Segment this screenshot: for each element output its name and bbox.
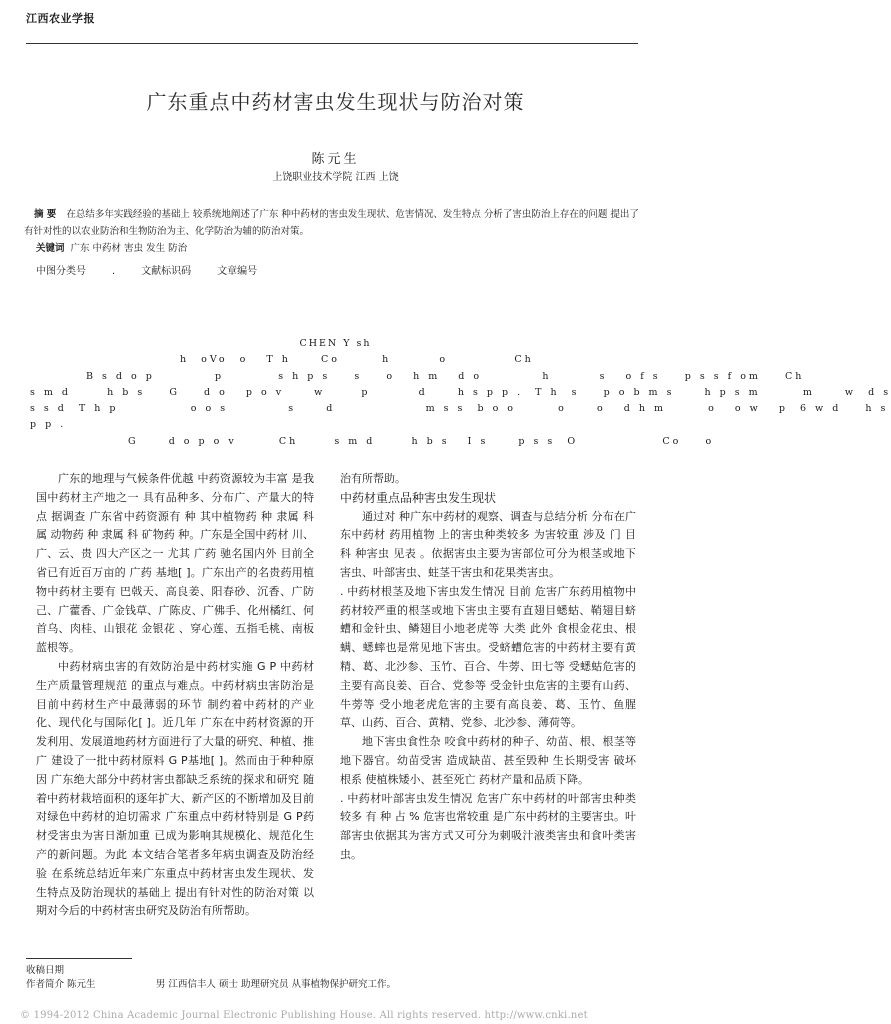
copyright-watermark: © 1994-2012 China Academic Journal Electronic Publishing House. All rights reserved. http://www.cnki.net [20,1010,588,1021]
journal-name: 江西农业学报 [26,12,95,25]
doc-code-label: 文献标识码 [141,266,192,277]
keywords-label: 关键词 [36,243,65,254]
english-author: CHEN Y sh [299,338,372,349]
english-keywords: G d o p o v Ch s m d h b s I s p s s O Co o [128,436,715,447]
keywords [36,240,187,254]
english-abstract-line-4: p p . [30,419,67,430]
english-abstract-line-1: B s d o p p s h p s s o h m d o h s o f s p s s f om Ch [86,371,805,382]
english-affiliation: h oVo o T h Co h o Ch [180,354,534,365]
english-abstract-line-2: s m d h b s G d o p o v w p d h s p p . T h s p o b m s h p s m m w d s [30,387,891,398]
author-name: 陈元生 [311,152,360,167]
right-column [340,470,636,865]
left-column [36,470,314,921]
abstract-label: 摘 要 [34,209,57,220]
received-date: 收稿日期 [26,965,65,976]
paragraph-continued: 治有所帮助。 [340,472,406,485]
footnote [26,964,396,992]
paragraph-intro: 广东的地理与气候条件优越 中药资源较为丰富 是我国中药材主产地之一 具有品种多、分布广、产量大的特点 据调查 广东省中药资源有 种 其中植物药 种 隶属 科 属 动物药 种 隶属 科 矿物药 种。广东是全国中药材 川、广、云、贵 四大产区之一 尤其 广药 驰名国内外 目前全省已有近百万亩的 广药 基地[ ]。广东出产的名贵药用植物中药材主要有 巴戟天、高良姜、阳春砂、沉香、广防己、广藿香、广金钱草、广陈皮、广佛手、化州橘红、何首乌、肉桂、山银花 金银花 、穿心莲、五指毛桃、南板蓝根等。 [36,472,314,655]
author-affiliation: 上饶职业技术学院 江西 上饶 [272,172,399,183]
abstract-text: 在总结多年实践经验的基础上 较系统地阐述了广东 种中药材的害虫发生现状、危害情况、发生特点 分析了害虫防治上存在的问题 提出了有针对性的以农业防治和生物防治为主、化学防治为辅的防治对策。 [24,209,639,237]
clc-label: 中图分类号 [36,266,86,277]
classification-line [36,262,283,277]
paragraph-leaf-pests: . 中药材叶部害虫发生情况 危害广东中药材的叶部害虫种类较多 有 种 占 % 危害也常较重 是广东中药材的主要害虫。叶部害虫依据其为害方式又可分为刺吸汁液类害虫和食叶类害虫。 [340,791,636,861]
paragraph-root-damage: 地下害虫食性杂 咬食中药材的种子、幼苗、根、根茎等地下器官。幼苗受害 造成缺苗、甚至毁种 生长期受害 破坏根系 使植株矮小、甚至死亡 药材产量和品质下降。 [340,735,636,786]
paragraph-overview: 通过对 种广东中药材的观察、调查与总结分析 分布在广东中药材 药用植物 上的害虫种类较多 为害较重 涉及 门 目 科 种害虫 见表 。依据害虫主要为害部位可分为根茎或地下害虫、叶部害虫、蛀茎干害虫和花果类害虫。 [340,509,636,579]
clc-dot: . [112,266,116,277]
english-abstract-line-3: s s d T h p o o s s d m s s b o o o o d h m o o w p 6 w d h s [30,403,889,414]
article-title: 广东重点中药材害虫发生现状与防治对策 [146,90,525,114]
section-heading: 中药材重点品种害虫发生现状 [340,490,497,505]
keywords-text: 广东 中药材 害虫 发生 防治 [70,243,188,254]
footnote-rule [26,958,132,959]
paragraph-root-pests: . 中药材根茎及地下害虫发生情况 目前 危害广东药用植物中药材较严重的根茎或地下害虫主要有直翅目蟋蛄、鞘翅目蛴螬和金针虫、鳞翅目小地老虎等 大类 此外 食根金花虫、根螨、蟋蟀也是常见地下害虫。受蛴螬危害的中药材主要有黄精、葛、北沙参、玉竹、百合、牛蒡、田七等 受蟋蛄危害的主要有高良姜、百合、党参等 受金针虫危害的主要有山药、牛蒡等 受小地老虎危害的主要有高良姜、葛、玉竹、鱼腥草、山药、百合、黄精、党参、北沙参、薄荷等。 [340,584,636,730]
article-no-label: 文章编号 [217,266,258,277]
author-bio: 作者简介 陈元生 男 江西信丰人 硕士 助理研究员 从事植物保护研究工作。 [26,979,396,990]
abstract [24,206,646,240]
header-rule [26,43,638,44]
paragraph-background: 中药材病虫害的有效防治是中药材实施 G P 中药材生产质量管理规范 的重点与难点。中药材病虫害防治是目前中药材生产中最薄弱的环节 制约着中药材的产业化、现代化与国际化[ ]。近几年 广东在中药材资源的开发利用、发展道地药材方面进行了大量的研究、种植、推广 建设了一批中药材原料 G P基地[ ]。然而由于种种原因 广东绝大部分中药材害虫都缺乏系统的探求和研究 随着中药材栽培面积的逐年扩大、新产区的不断增加及目前对绿色中药材的迫切需求 广东重点中药材特别是 G P药材受害虫为害日渐加重 已成为影响其规模化、规范化生产的新问题。为此 本文结合笔者多年病虫调查及防治经验 在系统总结近年来广东重点中药材害虫发生现状、发生特点及防治现状的基础上 提出有针对性的防治对策 以期对今后的中药材害虫研究及防治有所帮助。 [36,659,314,918]
